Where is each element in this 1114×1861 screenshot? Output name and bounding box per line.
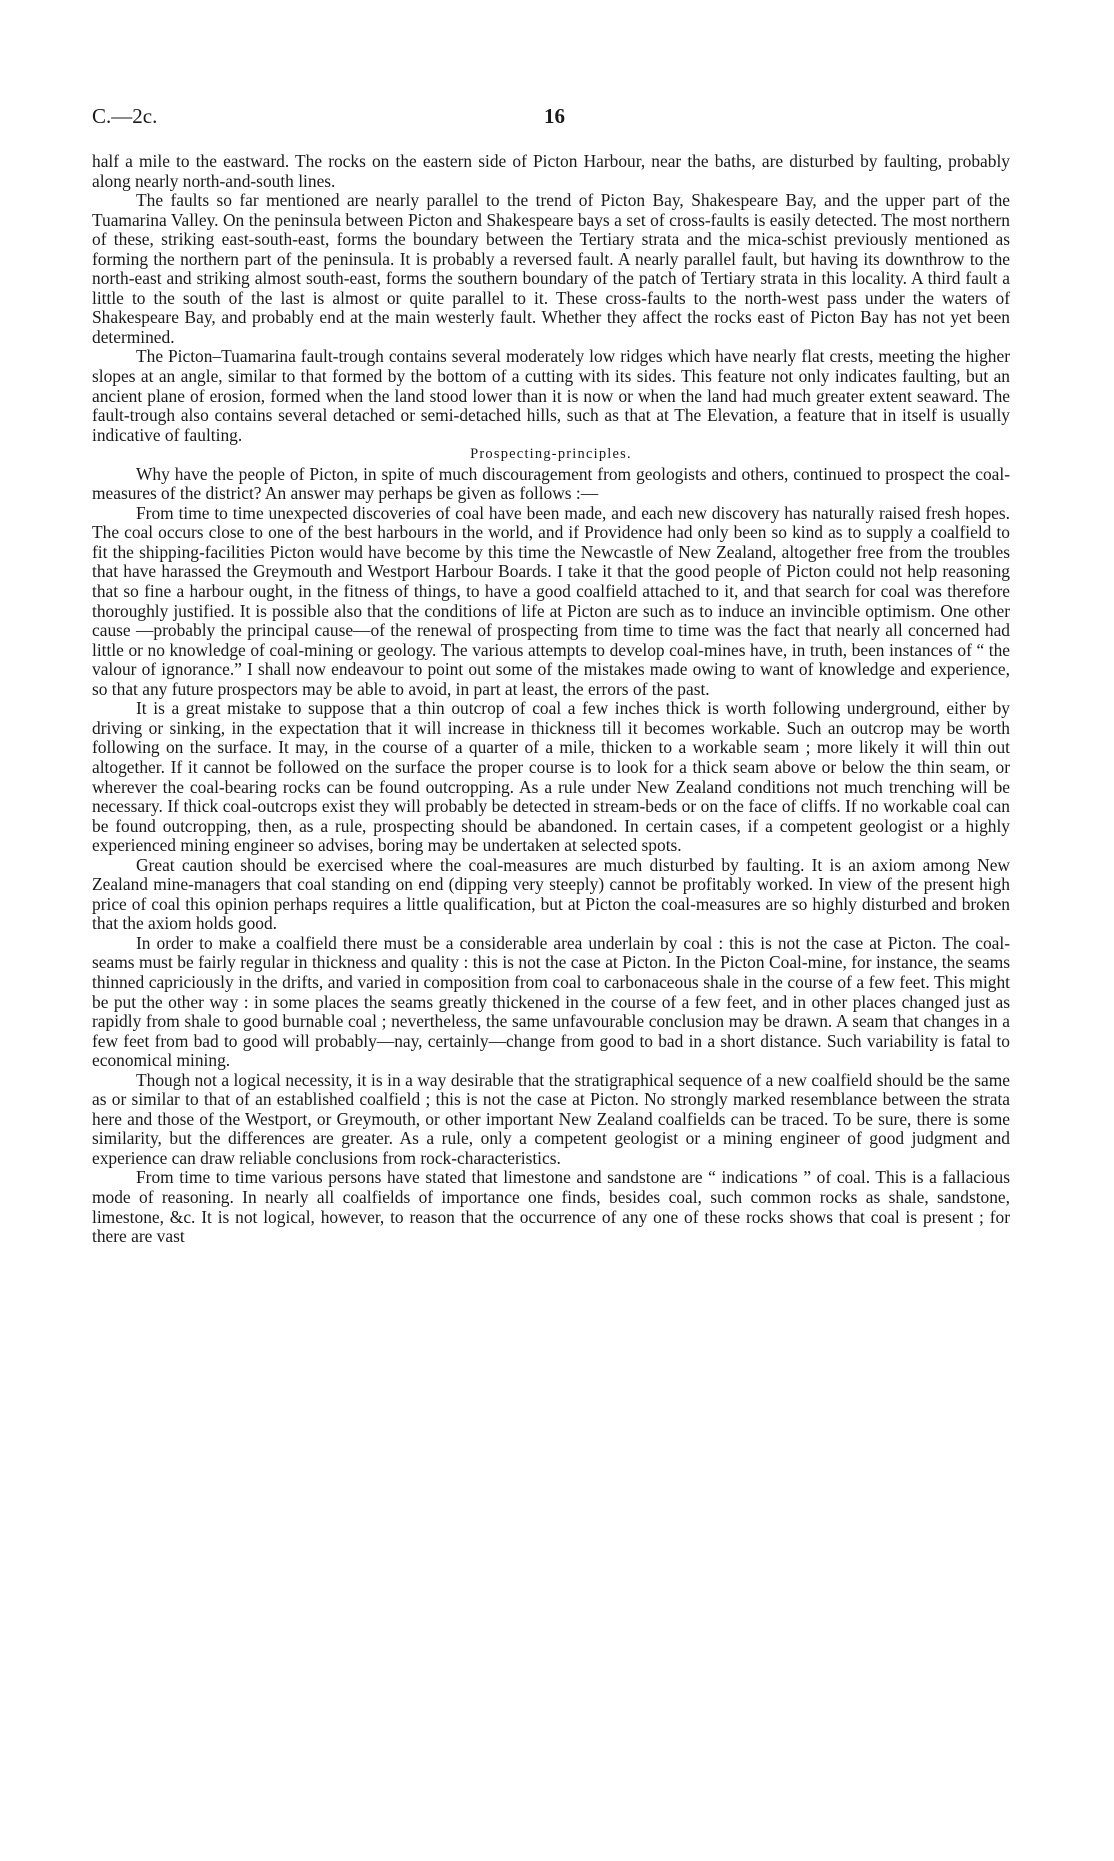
paragraph: The faults so far mentioned are nearly parallel to the trend of Picton Bay, Shakespeare Bay, and the upper part of the Tuamarina Valley. On the peninsula between Picton and Shakespeare bays a set of cross-faults is easily detected. The most northern of these, striking east-south-east, forms the boundary between the Tertiary strata and the mica-schist previously mentioned as forming the northern part of the peninsula. It is probably a reversed fault. A nearly parallel fault, but having its downthrow to the north-east and striking almost south-east, forms the southern boundary of the patch of Tertiary strata in this locality. A third fault a little to the south of the last is almost or quite parallel to it. These cross-faults to the north-west pass under the waters of Shakespeare Bay, and probably end at the main westerly fault. Whether they affect the rocks east of Picton Bay has not yet been determined. [92,190,1010,347]
paragraph: In order to make a coalfield there must be a considerable area underlain by coal : this is not the case at Picton. The coal-seams must be fairly regular in thickness and quality : this is not the case at Picton. In the Picton Coal-mine, for instance, the seams thinned capriciously in the drifts, and varied in composition from coal to carbonaceous shale in the course of a few feet. This might be put the other way : in some places the seams greatly thickened in the course of a few feet, and in other places changed just as rapidly from shale to good burnable coal ; nevertheless, the same unfavourable conclusion may be drawn. A seam that changes in a few feet from bad to good will probably—nay, certainly—change from good to bad in a short distance. Such variability is fatal to economical mining. [92,932,1010,1071]
page-header [92,104,1012,134]
document-reference: C.—2c. [92,104,158,128]
paragraph: From time to time various persons have stated that limestone and sandstone are “ indications ” of coal. This is a fallacious mode of reasoning. In nearly all coalfields of importance one finds, besides coal, such common rocks as shale, sandstone, limestone, &c. It is not logical, however, to reason that the occurrence of any one of these rocks shows that coal is present ; for there are vast [92,1167,1010,1247]
paragraph: Why have the people of Picton, in spite of much discouragement from geologists and others, continued to prospect the coal-measures of the district? An answer may perhaps be given as follows :— [92,463,1010,504]
paragraph: half a mile to the eastward. The rocks on the eastern side of Picton Harbour, near the baths, are disturbed by faulting, probably along nearly north-and-south lines. [92,151,1010,191]
page-number: 16 [544,104,565,128]
paragraph: It is a great mistake to suppose that a thin outcrop of coal a few inches thick is worth following underground, either by driving or sinking, in the expectation that it will increase in thickness till it becomes workable. Such an outcrop may be worth following on the surface. It may, in the course of a quarter of a mile, thicken to a workable seam ; more likely it will thin out altogether. If it cannot be followed on the surface the proper course is to look for a thick seam above or below the thin seam, or wherever the coal-bearing rocks can be found outcropping. As a rule under New Zealand conditions not much trenching will be necessary. If thick coal-outcrops exist they will probably be detected in stream-beds or on the face of cliffs. If no workable coal can be found outcropping, then, as a rule, prospecting should be abandoned. In certain cases, if a competent geologist or a highly experienced mining engineer so advises, boring may be undertaken at selected spots. [92,698,1010,856]
paragraph: Though not a logical necessity, it is in a way desirable that the stratigraphical sequence of a new coalfield should be the same as or similar to that of an established coalfield ; this is not the case at Picton. No strongly marked resemblance between the strata here and those of the Westport, or Greymouth, or other important New Zealand coalfields can be traced. To be sure, there is some similarity, but the differences are greater. As a rule, only a competent geologist or a mining engineer of good judgment and experience can draw reliable conclusions from rock-characteristics. [92,1069,1010,1168]
section-heading: Prospecting-principles. [470,446,632,463]
paragraph: Great caution should be exercised where the coal-measures are much disturbed by faulting. It is an axiom among New Zealand mine-managers that coal standing on end (dipping very steeply) cannot be profitably worked. In view of the present high price of coal this opinion perhaps requires a little qualification, but at Picton the coal-measures are so highly disturbed and broken that the axiom holds good. [92,854,1010,934]
paragraph: The Picton–Tuamarina fault-trough contains several moderately low ridges which have nearly flat crests, meeting the higher slopes at an angle, similar to that formed by the bottom of a cutting with its sides. This feature not only indicates faulting, but an ancient plane of erosion, formed when the land stood lower than it is now or when the land had much greater extent seaward. The fault-trough also contains several detached or semi-detached hills, such as that at The Elevation, a feature that in itself is usually indicative of faulting. [92,346,1010,445]
page-body [92,152,1010,1247]
paragraph: From time to time unexpected discoveries of coal have been made, and each new discovery has naturally raised fresh hopes. The coal occurs close to one of the best harbours in the world, and if Providence had only been so kind as to supply a coalfield to fit the shipping-facilities Picton would have become by this time the Newcastle of New Zealand, altogether free from the troubles that have harassed the Greymouth and Westport Harbour Boards. I take it that the good people of Picton could not help reasoning that so fine a harbour ought, in the fitness of things, to have a good coalfield attached to it, and that search for coal was therefore thoroughly justified. It is possible also that the conditions of life at Picton are such as to induce an invincible optimism. One other cause —probably the principal cause—of the renewal of prospecting from time to time was the fact that nearly all concerned had little or no knowledge of coal-mining or geology. The various attempts to develop coal-mines have, in truth, been instances of “ the valour of ignorance.” I shall now endeavour to point out some of the mistakes made owing to want of knowledge and experience, so that any future prospectors may be able to avoid, in part at least, the errors of the past. [92,502,1010,699]
